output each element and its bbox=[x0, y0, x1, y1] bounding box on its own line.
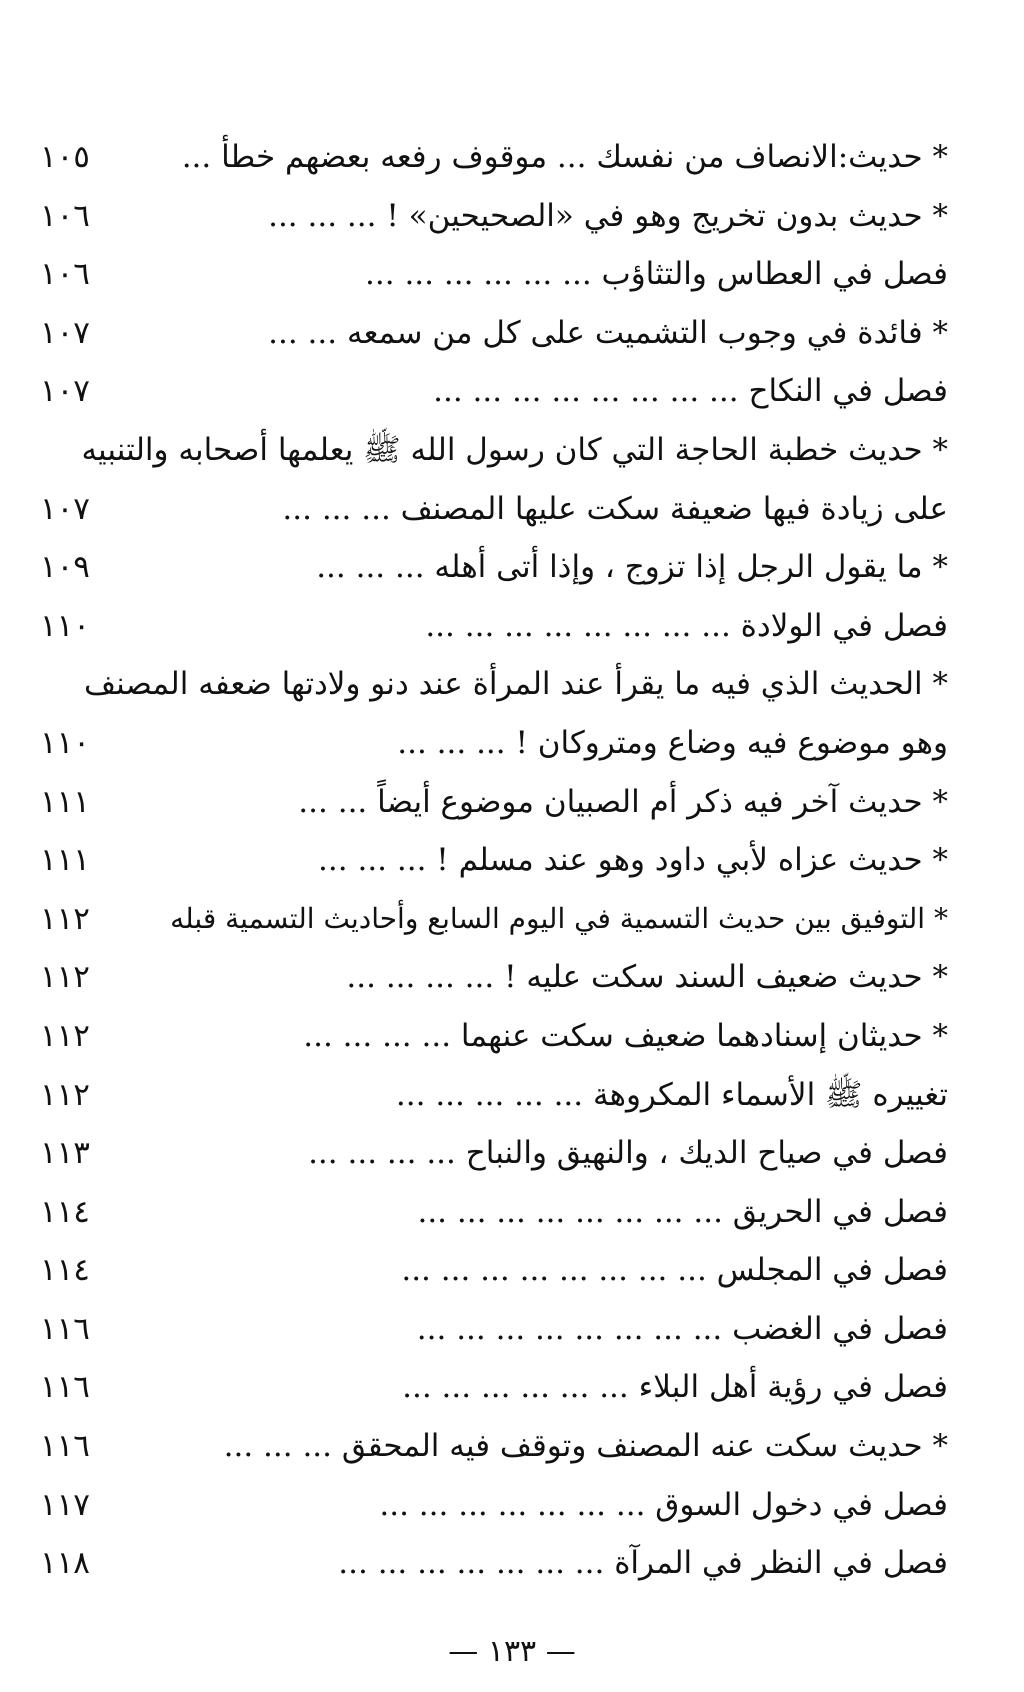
toc-entry-title: * التوفيق بين حديث التسمية في اليوم السابع وأحاديث التسمية قبله bbox=[170, 901, 948, 935]
toc-entry-page-number: ١١٢ bbox=[40, 1017, 90, 1054]
page-folio: — ١٣٣ — bbox=[448, 1634, 576, 1669]
toc-entry-title: * حديثان إسنادهما ضعيف سكت عنهما ... ... ... ... bbox=[303, 1017, 948, 1054]
toc-entry-title: على زيادة فيها ضعيفة سكت عليها المصنف ... ... ... bbox=[282, 490, 948, 527]
toc-entry bbox=[40, 1124, 948, 1183]
toc-entry-title: فصل في رؤية أهل البلاء ... ... ... ... ... ... bbox=[402, 1369, 948, 1406]
toc-entry-page-number: ١٠٧ bbox=[40, 490, 90, 527]
toc-entry-page-number: ١١١ bbox=[40, 842, 90, 879]
toc-entry-title: وهو موضوع فيه وضاع ومتروكان ! ... ... ... bbox=[397, 724, 948, 761]
toc-entry-page-number: ١١٤ bbox=[40, 1193, 90, 1230]
toc-entry-page-number: ١١٢ bbox=[40, 959, 90, 996]
toc-entry-title: * حديث سكت عنه المصنف وتوقف فيه المحقق ... ... ... bbox=[223, 1428, 948, 1465]
toc-entry bbox=[40, 773, 948, 832]
toc-entry-title: * حديث آخر فيه ذكر أم الصبيان موضوع أيضاً ... ... bbox=[298, 783, 948, 820]
toc-entry bbox=[40, 1183, 948, 1242]
toc-entry-page-number: ١١١ bbox=[40, 783, 90, 820]
toc-entry bbox=[40, 538, 948, 597]
toc-entry bbox=[40, 362, 948, 421]
toc-entry-page-number: ١١٢ bbox=[40, 900, 90, 937]
toc-entry bbox=[40, 1300, 948, 1359]
toc-entry-title: * فائدة في وجوب التشميت على كل من سمعه ... ... bbox=[268, 314, 948, 351]
toc-entry-title: فصل في النظر في المرآة ... ... ... ... ... ... ... bbox=[338, 1545, 948, 1582]
toc-entry bbox=[40, 1417, 948, 1476]
toc-entry-title: فصل في المجلس ... ... ... ... ... ... ... ... bbox=[401, 1252, 948, 1289]
toc-entry bbox=[40, 890, 948, 949]
toc-entry-page-number: ١٠٧ bbox=[40, 373, 90, 410]
toc-entry bbox=[40, 1476, 948, 1535]
toc-entry-title: * الحديث الذي فيه ما يقرأ عند المرأة عند دنو ولادتها ضعفه المصنف bbox=[84, 666, 948, 703]
toc-entry bbox=[40, 421, 948, 480]
toc-entry-page-number: ١١٠ bbox=[40, 724, 90, 761]
table-of-contents bbox=[40, 128, 948, 1593]
toc-entry-page-number: ١١٨ bbox=[40, 1545, 90, 1582]
toc-entry bbox=[40, 714, 948, 773]
toc-entry bbox=[40, 1007, 948, 1066]
toc-entry-title: فصل في صياح الديك ، والنهيق والنباح ... ... ... ... bbox=[308, 1135, 948, 1172]
toc-entry-title: * حديث بدون تخريج وهو في «الصحيحين» ! ... ... ... bbox=[268, 197, 948, 234]
toc-entry-title: تغييره ﷺ الأسماء المكروهة ... ... ... ... ... bbox=[395, 1076, 948, 1113]
toc-entry-title: فصل في الولادة ... ... ... ... ... ... ... ... bbox=[425, 607, 948, 644]
toc-entry-page-number: ١١٦ bbox=[40, 1369, 90, 1406]
toc-entry bbox=[40, 655, 948, 714]
toc-entry-page-number: ١٠٧ bbox=[40, 314, 90, 351]
toc-entry-page-number: ١١٧ bbox=[40, 1486, 90, 1523]
toc-entry bbox=[40, 304, 948, 363]
toc-entry-title: فصل في دخول السوق ... ... ... ... ... ... ... bbox=[379, 1486, 948, 1523]
toc-entry-title: * حديث خطبة الحاجة التي كان رسول الله ﷺ يعلمها أصحابه والتنبيه bbox=[81, 431, 948, 468]
toc-entry-page-number: ١٠٥ bbox=[40, 139, 90, 175]
toc-entry-title: * حديث ضعيف السند سكت عليه ! ... ... ... ... bbox=[346, 959, 948, 996]
toc-entry bbox=[40, 1241, 948, 1300]
toc-entry-page-number: ١١٣ bbox=[40, 1135, 90, 1172]
toc-entry-page-number: ١١٠ bbox=[40, 607, 90, 644]
toc-entry-page-number: ١١٢ bbox=[40, 1076, 90, 1113]
toc-entry-page-number: ١٠٩ bbox=[40, 549, 90, 586]
toc-entry-title: فصل في الحريق ... ... ... ... ... ... ... ... bbox=[417, 1193, 948, 1230]
toc-entry bbox=[40, 128, 948, 187]
toc-entry-title: فصل في النكاح ... ... ... ... ... ... ... ... bbox=[433, 373, 948, 410]
toc-entry-page-number: ١١٦ bbox=[40, 1428, 90, 1465]
toc-entry bbox=[40, 831, 948, 890]
toc-entry-page-number: ١١٦ bbox=[40, 1310, 90, 1347]
toc-entry-page-number: ١٠٦ bbox=[40, 197, 90, 234]
toc-entry-title: فصل في الغضب ... ... ... ... ... ... ... ... bbox=[416, 1310, 948, 1347]
toc-entry bbox=[40, 948, 948, 1007]
toc-entry bbox=[40, 1534, 948, 1593]
toc-entry-title: * ما يقول الرجل إذا تزوج ، وإذا أتى أهله ... ... ... bbox=[316, 549, 948, 586]
toc-entry bbox=[40, 1066, 948, 1125]
toc-entry-page-number: ١١٤ bbox=[40, 1252, 90, 1289]
toc-entry bbox=[40, 245, 948, 304]
toc-entry bbox=[40, 1358, 948, 1417]
toc-entry bbox=[40, 480, 948, 539]
toc-entry bbox=[40, 597, 948, 656]
toc-entry bbox=[40, 187, 948, 246]
toc-entry-page-number: ١٠٦ bbox=[40, 256, 90, 293]
toc-entry-title: * حديث:الانصاف من نفسك ... موقوف رفعه بعضهم خطأ ... bbox=[181, 139, 948, 175]
toc-entry-title: * حديث عزاه لأبي داود وهو عند مسلم ! ... ... ... bbox=[318, 842, 948, 879]
toc-entry-title: فصل في العطاس والتثاؤب ... ... ... ... ... ... bbox=[365, 256, 948, 293]
